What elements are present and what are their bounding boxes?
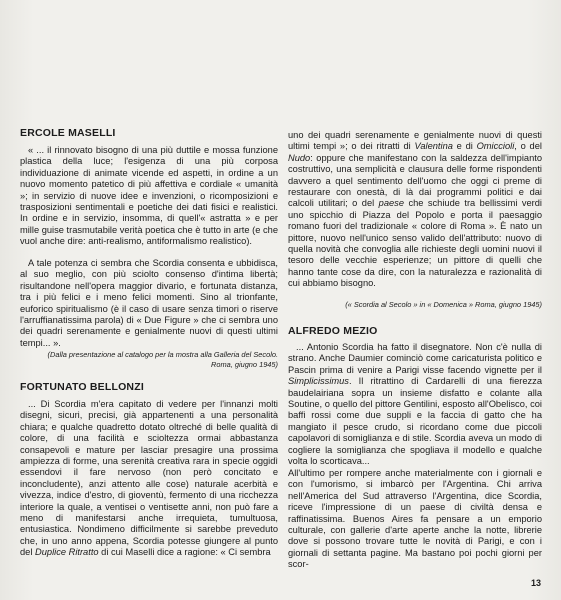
page-number: 13: [530, 578, 541, 588]
mezio-text-end: . Il ritrattino di Cardarelli di una fierezza baudelairiana sopra un insieme disfatto e colante alla Soutine, o quello del pittore Gentilini, esposto all'Obelisco, coi baffi rossi come due suppli e la faccia di gatto che ha mangiato il pesce crudo, si ricordano come due piccoli capolavori di somiglianza e di stile. Scordia aveva un modo di cogliere la somiglianza che spogliava il modello e qualche volta lo scorticava...: [288, 376, 542, 467]
bellonzi-text: ... Di Scordia m'era capitato di vedere per l'innanzi molti disegni, sicuri, precisi, già appartenenti a una personalità chiara; e qualche quadretto dotato oltreché di belle qualità di colore, di una facilità e scioltezza ormai abbastanza consapevoli e mature per lasciar presagire una prossima ampiezza di forme, una serenità creativa rara in specie oggidì essendovi il fare nervoso (non però concitato e inconcludente), anzi attento alle cose) naturale acerbità e vivezza, indice d'estro, di gioventù, fermento di una ricchezza interiore la quale, a ventisei o ventisette anni, non può fare a meno di manifestarsi anche irrequieta, tumultuosa, entusiastica. Nondimeno difficilmente si sarebbe preveduto che, in uno anno appena, Scordia potesse giungere al punto del: [20, 399, 278, 558]
omiccioli-title: Omiccioli: [476, 141, 515, 152]
paese-title: paese: [378, 198, 404, 209]
maselli-paragraph-1: « ... il rinnovato bisogno di una più duttile e mossa funzione plastica della luce; l'esigenza di una più corposa individuazione di animate vicende ed aspetti, in ordine a un nuovo momento patetico di più affettiva e cordiale « umanità »; in servizio di nuove idee e invenzioni, o ricomposizioni e trasposizioni sentimentali e poetiche dei dati fisici e realistici. In ordine e in servizio, insomma, di quell'« astratta » e per mille guise trasmutabile verità poetica che è tutto in arte (e che vuol anche dire: anti-realismo, antiformalismo realistico).: [20, 145, 278, 247]
maselli-source: (Dalla presentazione al catalogo per la mostra alla Galleria del Secolo. Roma, giugno 1945): [47, 350, 278, 369]
simplicissimus-title: Simplicissimus: [288, 376, 349, 387]
continuation-end: che schiude tra bellissimi verdi uno spicchio di Piazza del Popolo e porta il paesaggio romano fuori del tradizionale « colore di Roma ». È nato un pittore, nuovo nell'unico senso valido dell'attributo: nuovo di quella novità che convoglia alle richieste degli uomini nuovi il tesoro delle vecchie esperienze; un pittore di quelli che hanno tante cose da dire, con la naturalezza e razionalità di cui abbiamo bisogno.: [288, 198, 542, 289]
continuation-paragraph: [288, 130, 542, 290]
heading-fortunato-bellonzi: FORTUNATO BELLONZI: [20, 381, 144, 393]
mezio-paragraph-1: [288, 342, 542, 467]
bellonzi-text-end: di cui Maselli dice a ragione: « Ci sembra: [101, 547, 271, 558]
continuation-start: uno dei quadri serenamente e genialmente nuovi di questi ultimi tempi »; o dei ritratti di: [288, 130, 542, 152]
nudo-title: Nudo: [288, 152, 311, 163]
continuation-of-the: , o del: [514, 141, 542, 152]
maselli-paragraph-2: A tale potenza ci sembra che Scordia consenta e ubbidisca, al suo meglio, con più sciolto consenso d'intima libertà; risultandone nell'opera maggior divario, e fortunata distanza, tra i più felici e i meno felici momenti. Sino al trionfante, euforico spiritualismo (è il caso di usare senza timori o riserve l'arruffianatissima parola) di « Due Figure » che ci sembra uno dei quadri serenamente e genialmente nuovi di questi ultimi tempi... ».: [20, 258, 278, 348]
continuation-e-di: e di: [456, 141, 473, 152]
continuation-source: (« Scordia al Secolo » in « Domenica » Roma, giugno 1945): [345, 300, 542, 309]
heading-ercole-maselli: ERCOLE MASELLI: [20, 127, 116, 139]
heading-alfredo-mezio: ALFREDO MEZIO: [288, 325, 378, 337]
duplice-ritratto-title: Duplice Ritratto: [35, 547, 99, 558]
valentina-title: Valentina: [414, 141, 453, 152]
mezio-paragraph-2: All'ultimo per rompere anche materialmente con i giornali e con l'umorismo, si imbarcò per l'Argentina. Chi arriva nell'America del Sud attraverso l'Argentina, dice Scordia, riceve l'impressione di un paese di civiltà densa e raffinatissima. Buenos Aires fa pensare a un emporio culturale, con gallerie d'arte aperte anche la notte, librerie dove si possono trovare tutte le novità di Parigi, e con i giornali di settanta pagine. Ma bastano poi pochi giorni per scor-: [288, 468, 542, 570]
continuation-middle: : oppure che manifestano con la saldezza dell'impianto costruttivo, una semplicità e clausura delle forme rispondenti davvero a quel sentimento dell'uomo che oggi ci preme di restaurare con onestà, di là dai programmi politici e dai calcoli utilitari; o del: [288, 152, 542, 209]
mezio-text: ... Antonio Scordia ha fatto il disegnatore. Non c'è nulla di strano. Anche Daumier cominciò come caricaturista politico e Pascin prima di venire a Parigi visse facendo vignette per il: [288, 342, 542, 375]
bellonzi-paragraph-1: [20, 399, 278, 559]
